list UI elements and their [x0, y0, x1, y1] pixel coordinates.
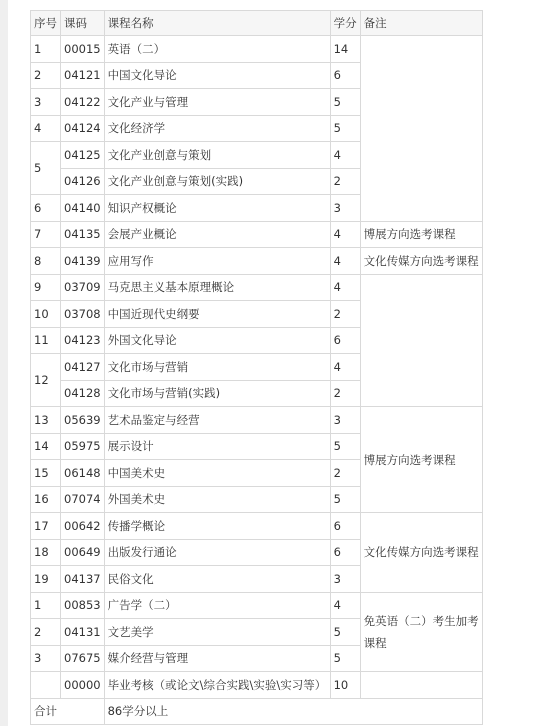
cell-credit: 5 — [330, 486, 360, 513]
cell-name: 展示设计 — [104, 433, 330, 460]
cell-no: 3 — [31, 89, 61, 116]
cell-note: 文化传媒方向选考课程 — [360, 513, 482, 593]
cell-name: 文化产业与管理 — [104, 89, 330, 116]
cell-no: 5 — [31, 142, 61, 195]
cell-credit: 2 — [330, 380, 360, 407]
cell-code: 04126 — [61, 168, 105, 195]
cell-credit: 2 — [330, 460, 360, 487]
cell-code: 04121 — [61, 62, 105, 89]
cell-code: 04125 — [61, 142, 105, 169]
cell-no: 1 — [31, 36, 61, 63]
cell-name: 媒介经营与管理 — [104, 645, 330, 672]
cell-code: 05639 — [61, 407, 105, 434]
cell-name: 艺术品鉴定与经营 — [104, 407, 330, 434]
total-label: 合计 — [31, 698, 105, 725]
cell-credit: 4 — [330, 142, 360, 169]
cell-name: 知识产权概论 — [104, 195, 330, 222]
cell-no: 19 — [31, 566, 61, 593]
cell-credit: 4 — [330, 221, 360, 248]
cell-code: 03709 — [61, 274, 105, 301]
cell-name: 中国文化导论 — [104, 62, 330, 89]
cell-credit: 5 — [330, 645, 360, 672]
table-row — [31, 36, 483, 63]
cell-code: 07074 — [61, 486, 105, 513]
cell-no: 11 — [31, 327, 61, 354]
cell-code: 04131 — [61, 619, 105, 646]
cell-credit: 6 — [330, 327, 360, 354]
cell-no: 15 — [31, 460, 61, 487]
cell-code: 00000 — [61, 672, 105, 699]
cell-no: 17 — [31, 513, 61, 540]
cell-code: 00015 — [61, 36, 105, 63]
cell-note-empty — [360, 274, 482, 407]
cell-credit: 5 — [330, 619, 360, 646]
cell-code: 04124 — [61, 115, 105, 142]
cell-code: 00649 — [61, 539, 105, 566]
header-note: 备注 — [360, 11, 482, 36]
cell-credit: 2 — [330, 168, 360, 195]
cell-code: 04123 — [61, 327, 105, 354]
cell-code: 04135 — [61, 221, 105, 248]
table-row — [31, 221, 483, 248]
cell-credit: 5 — [330, 115, 360, 142]
table-row — [31, 407, 483, 434]
cell-code: 04139 — [61, 248, 105, 275]
table-row — [31, 248, 483, 275]
cell-name: 中国美术史 — [104, 460, 330, 487]
cell-credit: 14 — [330, 36, 360, 63]
cell-name: 传播学概论 — [104, 513, 330, 540]
cell-credit: 2 — [330, 301, 360, 328]
cell-no: 16 — [31, 486, 61, 513]
cell-no: 10 — [31, 301, 61, 328]
total-row — [31, 698, 483, 725]
cell-note: 博展方向选考课程 — [360, 407, 482, 513]
cell-name: 文化市场与营销(实践) — [104, 380, 330, 407]
table-row — [31, 672, 483, 699]
cell-note: 文化传媒方向选考课程 — [360, 248, 482, 275]
cell-note-empty — [360, 672, 482, 699]
cell-code: 06148 — [61, 460, 105, 487]
cell-no: 1 — [31, 592, 61, 619]
cell-credit: 4 — [330, 592, 360, 619]
table-row — [31, 513, 483, 540]
cell-no: 6 — [31, 195, 61, 222]
table-row — [31, 274, 483, 301]
cell-name: 出版发行通论 — [104, 539, 330, 566]
cell-no: 14 — [31, 433, 61, 460]
cell-name: 英语（二） — [104, 36, 330, 63]
header-credit: 学分 — [330, 11, 360, 36]
cell-credit: 10 — [330, 672, 360, 699]
cell-no: 3 — [31, 645, 61, 672]
cell-code: 03708 — [61, 301, 105, 328]
cell-no: 12 — [31, 354, 61, 407]
total-value: 86学分以上 — [104, 698, 482, 725]
cell-credit: 6 — [330, 513, 360, 540]
cell-name: 马克思主义基本原理概论 — [104, 274, 330, 301]
cell-code: 07675 — [61, 645, 105, 672]
cell-name: 会展产业概论 — [104, 221, 330, 248]
cell-code: 05975 — [61, 433, 105, 460]
cell-no: 13 — [31, 407, 61, 434]
cell-credit: 4 — [330, 354, 360, 381]
cell-code: 04140 — [61, 195, 105, 222]
header-no: 序号 — [31, 11, 61, 36]
cell-code: 04127 — [61, 354, 105, 381]
cell-no: 2 — [31, 619, 61, 646]
cell-name: 文化产业创意与策划(实践) — [104, 168, 330, 195]
cell-name: 文化市场与营销 — [104, 354, 330, 381]
cell-note: 博展方向选考课程 — [360, 221, 482, 248]
cell-credit: 3 — [330, 195, 360, 222]
cell-name: 外国文化导论 — [104, 327, 330, 354]
cell-credit: 5 — [330, 433, 360, 460]
course-table — [30, 10, 483, 725]
cell-note: 免英语（二）考生加考课程 — [360, 592, 482, 672]
cell-no: 18 — [31, 539, 61, 566]
cell-credit: 3 — [330, 566, 360, 593]
cell-credit: 4 — [330, 248, 360, 275]
header-code: 课码 — [61, 11, 105, 36]
cell-no: 2 — [31, 62, 61, 89]
cell-no: 7 — [31, 221, 61, 248]
cell-name: 文化经济学 — [104, 115, 330, 142]
cell-credit: 4 — [330, 274, 360, 301]
cell-credit: 3 — [330, 407, 360, 434]
cell-name: 民俗文化 — [104, 566, 330, 593]
cell-no — [31, 672, 61, 699]
left-margin-stripe — [0, 0, 8, 726]
header-row — [31, 11, 483, 36]
table-row — [31, 592, 483, 619]
cell-no: 8 — [31, 248, 61, 275]
cell-code: 00642 — [61, 513, 105, 540]
cell-note-empty — [360, 36, 482, 222]
cell-code: 04122 — [61, 89, 105, 116]
cell-name: 广告学（二） — [104, 592, 330, 619]
cell-credit: 6 — [330, 539, 360, 566]
cell-code: 04137 — [61, 566, 105, 593]
cell-code: 04128 — [61, 380, 105, 407]
cell-credit: 6 — [330, 62, 360, 89]
cell-code: 00853 — [61, 592, 105, 619]
cell-name: 毕业考核（或论文\综合实践\实验\实习等） — [104, 672, 330, 699]
cell-name: 应用写作 — [104, 248, 330, 275]
header-name: 课程名称 — [104, 11, 330, 36]
cell-no: 9 — [31, 274, 61, 301]
cell-name: 中国近现代史纲要 — [104, 301, 330, 328]
cell-credit: 5 — [330, 89, 360, 116]
cell-name: 外国美术史 — [104, 486, 330, 513]
cell-no: 4 — [31, 115, 61, 142]
cell-name: 文艺美学 — [104, 619, 330, 646]
cell-name: 文化产业创意与策划 — [104, 142, 330, 169]
